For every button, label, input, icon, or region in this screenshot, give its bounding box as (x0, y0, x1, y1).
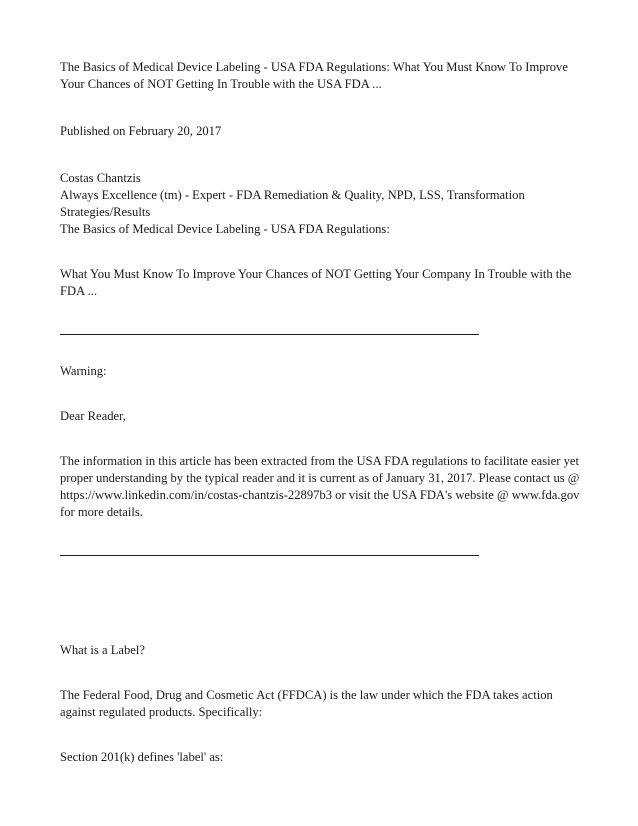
section-heading: What is a Label? (60, 643, 145, 657)
salutation: Dear Reader, (60, 409, 126, 423)
author-headline: Always Excellence (tm) - Expert - FDA Remediation & Quality, NPD, LSS, Transformation Strategies/Results (60, 188, 525, 219)
article-subtitle: What You Must Know To Improve Your Chances of NOT Getting Your Company In Trouble with the FDA ... (60, 267, 572, 298)
published-date: Published on February 20, 2017 (60, 124, 222, 138)
author-block (60, 170, 580, 238)
ffdca-paragraph: The Federal Food, Drug and Cosmetic Act (FFDCA) is the law under which the FDA takes action against regulated products. Specifically: (60, 688, 553, 719)
disclaimer-paragraph: The information in this article has been extracted from the USA FDA regulations to facilitate easier yet proper understanding by the typical reader and it is current as of January 31, 2017. Please contact us @ https://www.linkedin.com/in/costas-chantzis-22897b3 or visit the USA FDA's website @ www.fda.gov for more details. (60, 454, 580, 519)
article-heading: The Basics of Medical Device Labeling - USA FDA Regulations: (60, 222, 390, 236)
section-201k-text: Section 201(k) defines 'label' as: (60, 750, 224, 764)
warning-label: Warning: (60, 364, 107, 378)
divider-line (60, 555, 479, 556)
document-title: The Basics of Medical Device Labeling - USA FDA Regulations: What You Must Know To Improve Your Chances of NOT Getting In Trouble with the USA FDA ... (60, 60, 568, 91)
document-page (60, 59, 580, 766)
author-name: Costas Chantzis (60, 171, 141, 185)
divider-line (60, 334, 479, 335)
